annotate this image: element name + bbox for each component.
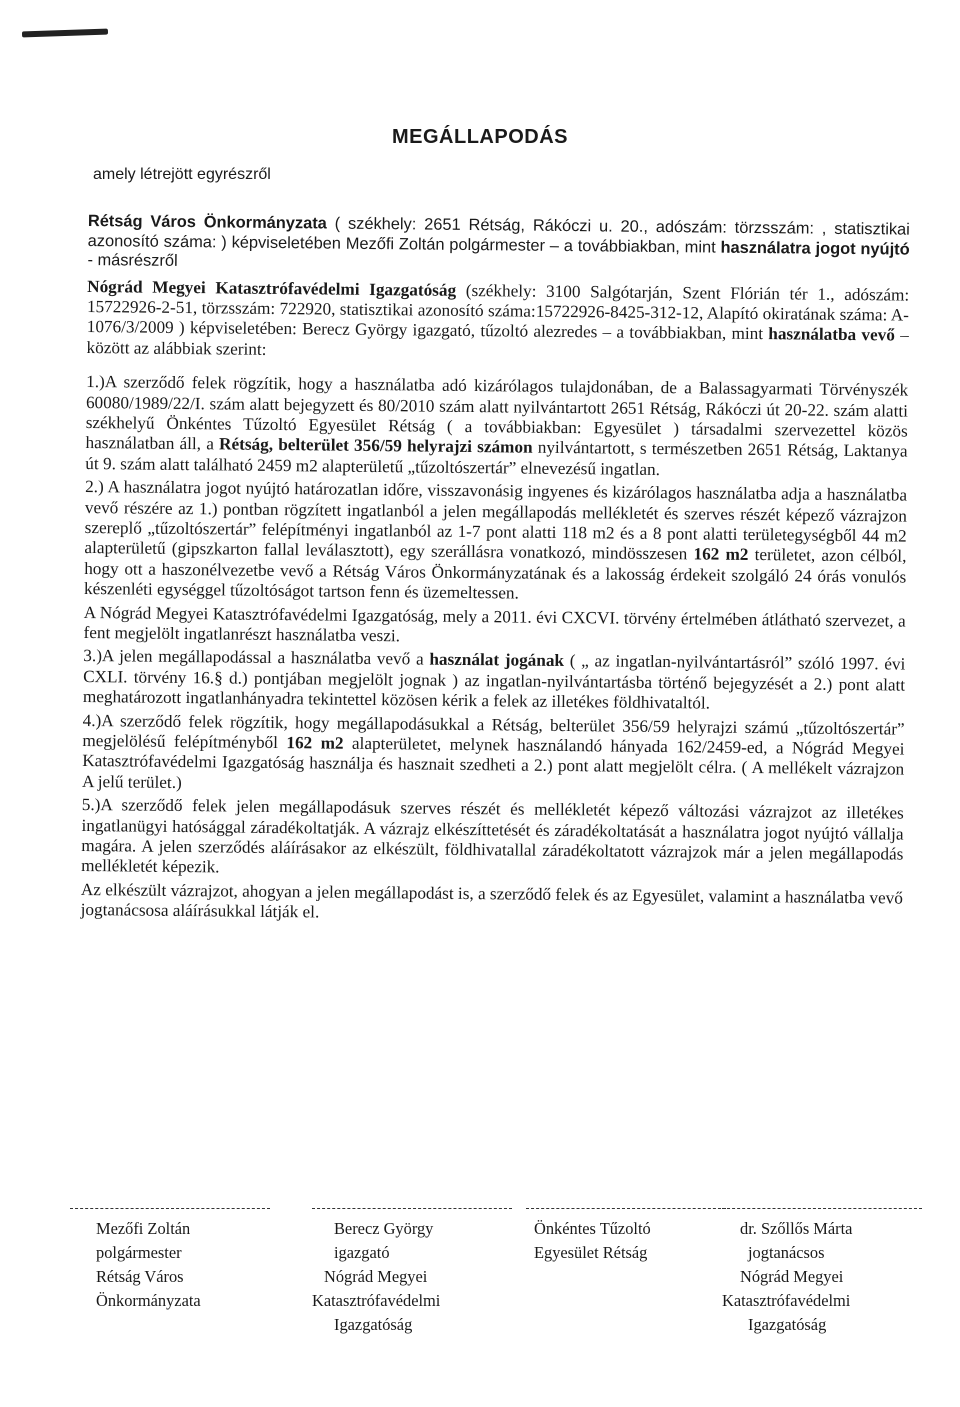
closing-paragraph: Az elkészült vázrajzot, ahogyan a jelen megállapodást is, a szerződő felek és az Egyesület, valamint a használatba vevő jogtanácsosa aláírásukkal látják el. — [80, 879, 903, 922]
signature-counsel-title: jogtanácsos — [748, 1243, 825, 1262]
clause-3-text-c: ( „ az ingatlan-nyilvántartásról” szóló 1997. évi CXLI. törvény 16.§ d.) pontjában megjelölt jognak ) az ingatlan-nyilvántartásba történő bejegyzését a 2.) pont alatt meghatározott ingatlanhányadra tekintettel közösen kérik a felek az illetékes földhivataltól. — [82, 651, 906, 713]
clause-4-text-c: alapterületet, melynek használandó hányada 162/2459-ed, a Nógrád Megyei Katasztrófavédelmi Igazgatóság használja és hasznait szedheti a 2.) pont alatt megjelölt célra. ( A mellékelt vázrajzon A jelű terület.) — [81, 733, 905, 792]
clause-2b: A Nógrád Megyei Katasztrófavédelmi Igazgatóság, mely a 2011. évi CXCVI. törvény értelmében átlátható szervezet, a fent megjelölt ingatlanrészt használatba veszi. — [83, 602, 906, 646]
signature-mayor — [70, 1208, 280, 1313]
clause-4 — [82, 711, 905, 801]
clause-3-right: használat jogának — [429, 650, 565, 671]
party-one — [87, 212, 910, 279]
clause-2 — [84, 477, 907, 608]
clause-5: 5.)A szerződő felek jelen megállapodásuk szerves részét és mellékletét képező változási vázrajzot az illetékes ingatlanügyi hatósággal záradékoltatják. A vázrajz elkészíttetését és záradékoltatását a használatra jogot nyújtó vállalja magára. A jelen szerződés aláírásakor az elkészült, földhivatallal záradékoltatott vázrajzok már a jelen megállapodás mellékletét képezik. — [81, 795, 904, 877]
document-title: MEGÁLLAPODÁS — [392, 126, 568, 148]
signature-line — [526, 1208, 726, 1209]
signature-line — [722, 1208, 922, 1209]
signature-block — [70, 1208, 930, 1358]
scan-mark — [22, 29, 108, 38]
clause-3 — [83, 646, 906, 716]
party-one-details: ( székhely: 2651 Rétság, Rákóczi u. 20., adószám: törzsszám: , statisztikai azonosító száma: ) képviseletében Mezőfi Zoltán polgármester – a továbbiakban, mint — [87, 214, 910, 257]
signature-mayor-org-1: Rétság Város — [96, 1267, 184, 1286]
party-two-details: (székhely: 3100 Salgótarján, Szent Flórián tér 1., adószám: 15722926-2-51, törzsszám: 722920, statisztikai azonosító száma:15722926-8425-312-12, Alapító okiratának száma: A-1076/3/2009 ) képviseletében: Berecz György igazgató, tűzoltó alezredes – a továbbiakban, mint — [86, 280, 910, 344]
party-one-tail: - másrészről — [87, 250, 178, 270]
signature-legal-counsel — [722, 1208, 932, 1337]
party-one-role: használatra jogot nyújtó — [720, 238, 910, 259]
party-two — [86, 276, 909, 366]
clause-4-area: 162 m2 — [286, 733, 344, 753]
clause-1-property: Rétság, belterület 356/59 helyrajzi számon — [219, 434, 533, 458]
party-two-name: Nógrád Megyei Katasztrófavédelmi Igazgatóság — [87, 276, 457, 300]
party-one-name: Rétság Város Önkormányzata — [87, 212, 327, 233]
signature-mayor-org-2: Önkormányzata — [96, 1291, 201, 1310]
clause-1-text-a: 1.)A szerződő felek rögzítik, hogy a használatba adó kizárólagos tulajdonában, de a Balassagyarmati Törvényszék 60080/1989/22/I. szám alatt bejegyzett és 80/2010 szám alatt nyilvántartott 2651 Rétság, Rákóczi út 20-22. szám alatti székhelyű Önkéntes Tűzoltó Egyesület Rétság ( a továbbiakban: Egyesület ) társadalmi szervezettel közös használatban áll, a — [85, 372, 909, 454]
signature-line — [70, 1208, 270, 1209]
signature-association-line-1: Önkéntes Tűzoltó — [534, 1219, 651, 1238]
signature-director — [312, 1208, 522, 1337]
clause-1 — [85, 372, 908, 483]
signature-director-org-1: Nógrád Megyei — [324, 1267, 428, 1286]
signature-association — [526, 1208, 736, 1265]
party-two-role: használatba vevő — [768, 324, 895, 345]
signature-association-line-2: Egyesület Rétság — [534, 1243, 648, 1262]
clause-1-text-c: nyilvántartott, s természetben 2651 Rétság, Laktanya út 9. szám alatt található 2459 m2 alapterületű „tűzoltószertár” elnevezésű ingatlan. — [85, 438, 908, 479]
signature-director-org-2: Katasztrófavédelmi — [312, 1291, 441, 1310]
clause-3-text-a: 3.)A jelen megállapodással a használatba vevő a — [83, 646, 430, 670]
clause-2-text-a: 2.) A használatra jogot nyújtó határozatlan időre, visszavonásig ingyenes és kizárólagos használatba adja a használatba vevő részére az 1.) pontban rögzített ingatlanból a jelen megállapodás mellékletét és szerves részét képező vázrajzon szereplő „tűzoltószertár” felépítményi ingatlanból az 1-7 pont alatti 118 m2 és a 8 pont alatti területegységből 44 m2 alapterületű (gipszkarton fallal leválasztott), egy szerállásra vonatkozó, mindösszesen — [84, 477, 908, 564]
signature-director-org-3: Igazgatóság — [334, 1315, 413, 1334]
signature-mayor-title: polgármester — [96, 1243, 182, 1262]
intro-line: amely létrejött egyrészről — [93, 166, 271, 183]
signature-counsel-org-3: Igazgatóság — [748, 1315, 827, 1334]
agreement-body — [81, 212, 910, 932]
clause-2-text-c: területet, azon célból, hogy ott a haszonélvezetbe vevő a Rétság Város Önkormányzatának és a lakosság érdekeit szolgáló 24 órás vonulós készenléti egységgel tűzoltóságot tartson fenn és üzemeltessen. — [83, 545, 907, 603]
signature-mayor-name: Mezőfi Zoltán — [96, 1219, 191, 1238]
signature-director-title: igazgató — [334, 1243, 390, 1262]
signature-director-name: Berecz György — [334, 1219, 434, 1238]
signature-counsel-org-2: Katasztrófavédelmi — [722, 1291, 851, 1310]
signature-counsel-org-1: Nógrád Megyei — [740, 1267, 844, 1286]
party-two-tail: – között az alábbiak szerint: — [86, 325, 909, 359]
signature-counsel-name: dr. Szőllős Márta — [740, 1219, 853, 1238]
clause-4-text-a: 4.)A szerződő felek rögzítik, hogy megállapodásukkal a Rétság, belterület 356/59 helyrajzi számú „tűzoltószertár” megjelölésű felépítményből — [82, 710, 905, 753]
signature-line — [312, 1208, 512, 1209]
clause-2-area: 162 m2 — [693, 544, 749, 565]
